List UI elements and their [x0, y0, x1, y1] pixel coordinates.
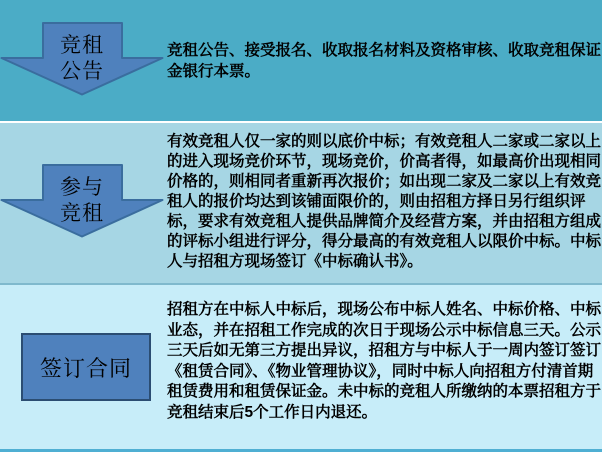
step-1-label-line1: 竞租 [60, 34, 104, 57]
step-1-band [0, 0, 602, 123]
step-2-label-line2: 竞租 [60, 202, 104, 225]
step-1-label-line2: 公告 [60, 60, 104, 83]
step-3-description: 招租方在中标人中标后，现场公布中标人姓名、中标价格、中标业态，并在招租工作完成的次日于现场公示中标信息三天。公示三天后如无第三方提出异议，招租方与中标人于一周内签订签订《租赁合同》、《物业管理协议》，同时中标人向招租方付清首期租赁费用和租赁保证金。未中标的竞租人所缴纳的本票招租方于竞租结束后5个工作日内退还。 [167, 301, 602, 421]
step-1-description: 竞租公告、接受报名、收取报名材料及资格审核、收取竞租保证金银行本票。 [167, 42, 602, 80]
step-3-label: 签订合同 [39, 355, 132, 381]
down-arrow-shape-1 [0, 22, 164, 96]
rectangle-shape [21, 333, 151, 401]
down-arrow-shape-2 [0, 164, 164, 238]
step-2-label-line1: 参与 [60, 176, 104, 199]
step-3-band [0, 285, 602, 452]
step-2-band [0, 123, 602, 285]
step-2-description: 有效竞租人仅一家的则以底价中标；有效竞租人二家或二家以上的进入现场竞价环节，现场竞价，价高者得，如最高价出现相同价格的，则相同者重新再次报价；如出现二家及二家以上有效竞租人的报价均达到该铺面限价的，则由招租方择日另行组织评标，要求有效竞租人提供品牌简介及经营方案，并由招租方组成的评标小组进行评分，得分最高的有效竞租人以限价中标。中标人与招租方现场签订《中标确认书》。 [167, 133, 602, 270]
